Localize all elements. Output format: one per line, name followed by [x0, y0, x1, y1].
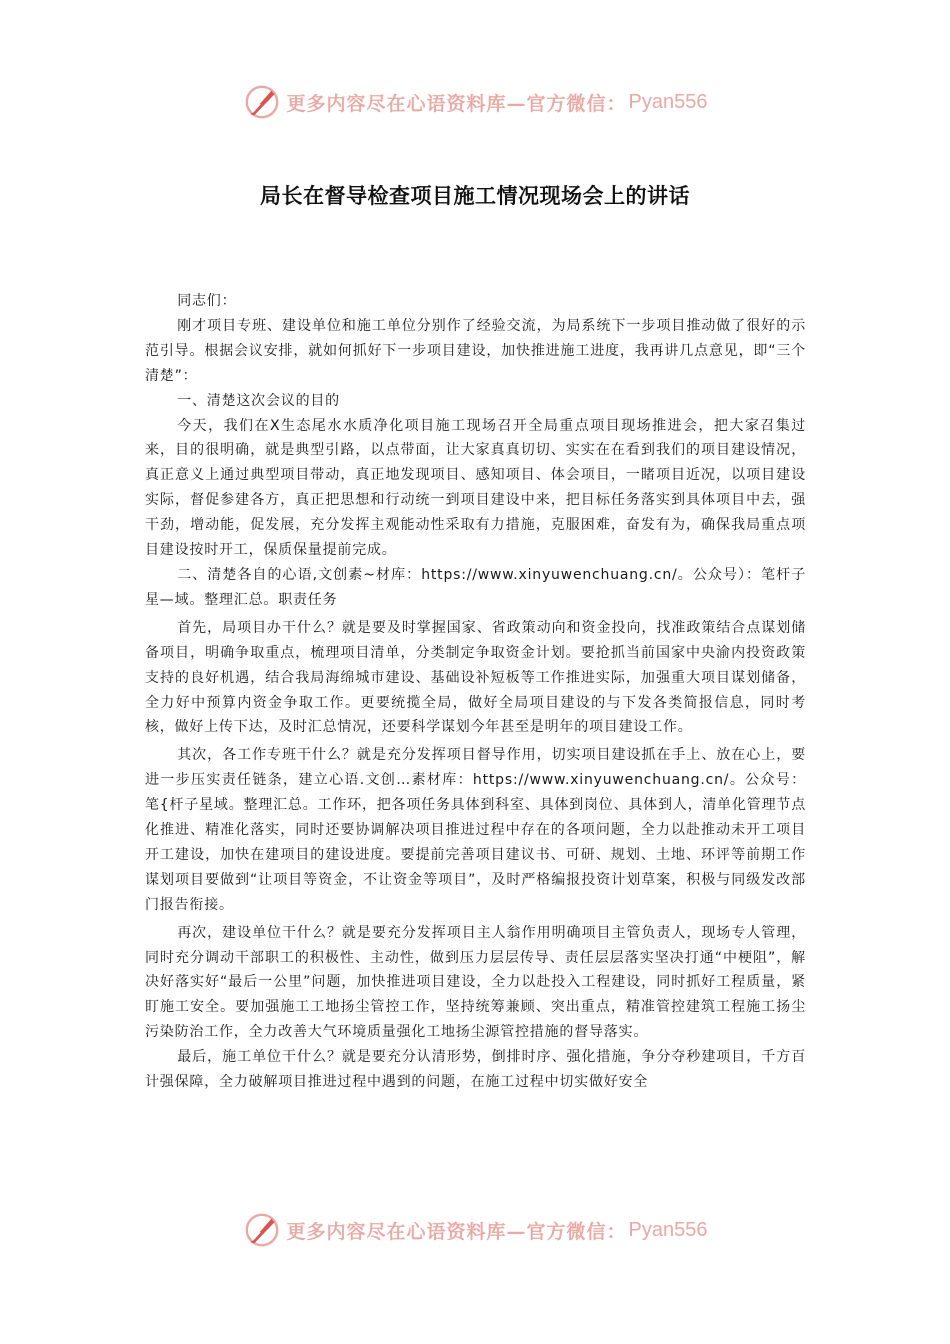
section-heading-1: 一、清楚这次会议的目的: [177, 392, 340, 409]
quill-logo-icon: [243, 1211, 281, 1249]
banner-handle: Pyan556: [628, 1218, 708, 1241]
salutation: 同志们：: [177, 293, 237, 309]
banner-text: 更多内容尽在心语资料库—官方微信：: [286, 1220, 627, 1243]
paragraph: 其次，各工作专班干什么？就是充分发挥项目督导作用，切实项目建设抓在手上、放在心上，要进一步压实责任链条，建立心语.文创…素材库：https://www.xinyuwenchuang.cn/。公众号：笔{杆子星域。整理汇总。工作环，把各项任务具体到科室、具体到岗位、具体到人，清单化管理节点化推进、精准化落实，同时还要协调解决项目推进过程中存在的各项问题，全力以赴推动未开工项目开工建设，加快在建项目的建设进度。要提前完善项目建议书、可研、规划、土地、环评等前期工作谋划项目要做到“让项目等资金，不让资金等项目”，及时严格编报投资计划草案，积极与同级发改部门报告衔接。: [145, 747, 806, 913]
paragraph-intro: 刚才项目专班、建设单位和施工单位分别作了经验交流，为局系统下一步项目推动做了很好的示范引导。根据会议安排，就如何抓好下一步项目建设，加快推进施工进度，我再讲几点意见，即“三个清楚”：: [145, 317, 806, 384]
paragraph: 首先，局项目办干什么？就是要及时掌握国家、省政策动向和资金投向，找准政策结合点谋划储备项目，明确争取重点，梳理项目清单，分类制定争取资金计划。要抢抓当前国家中央渝内投资政策支持的良好机遇，结合我局海绵城市建设、基础设补短板等工作推进实际，加强重大项目谋划储备，全力好中预算内资金争取工作。更要统揽全局，做好全局项目建设的与下发各类简报信息，同时考核，做好上传下达，及时汇总情况，还要科学谋划今年甚至是明年的项目建设工作。: [145, 619, 806, 736]
banner-handle: Pyan556: [628, 90, 708, 113]
section-heading-2: 二、清楚各自的心语,文创素~材库：https://www.xinyuwenchuang.cn/。公众号）：笔杆子星—域。整理汇总。职责任务: [145, 566, 806, 608]
paragraph: 今天，我们在X生态尾水水质净化项目施工现场召开全局重点项目现场推进会，把大家召集过来，目的很明确，就是典型引路，以点带面，让大家真真切切、实实在在看到我们的项目建设情况，真正意义上通过典型项目带动，真正地发现项目、感知项目、体会项目，一睹项目近况，以项目建设实际，督促参建各方，真正把思想和行动统一到项目建设中来，把目标任务落实到具体项目中去，强干劲，增动能，促发展，充分发挥主观能动性采取有力措施，克服困难，奋发有为，确保我局重点项目建设按时开工，保质保量提前完成。: [145, 417, 806, 559]
footer-banner: [0, 1206, 950, 1254]
document-body: [145, 289, 806, 1095]
quill-logo-icon: [243, 83, 281, 121]
paragraph: 再次，建设单位干什么？就是要充分发挥项目主人翁作用明确项目主管负责人，现场专人管理，同时充分调动干部职工的积极性、主动性，做到压力层层传导、责任层层落实坚决打通“中梗阻”，解决好落实好“最后一公里”问题，加快推进项目建设，全力以赴投入工程建设，同时抓好工程质量，紧盯施工安全。要加强施工工地扬尘管控工作，坚持统筹兼顾、突出重点，精准管控建筑工程施工扬尘污染防治工作，全力改善大气环境质量强化工地扬尘源管控措施的督导落实。: [145, 924, 806, 1041]
header-banner: [0, 78, 950, 126]
document-title: 局长在督导检查项目施工情况现场会上的讲话: [260, 184, 690, 208]
paragraph: 最后，施工单位干什么？就是要充分认清形势，倒排时序、强化措施，争分夺秒建项目，千方百计强保障，全力破解项目推进过程中遇到的问题，在施工过程中切实做好安全: [145, 1049, 806, 1091]
banner-text: 更多内容尽在心语资料库—官方微信：: [286, 92, 627, 115]
